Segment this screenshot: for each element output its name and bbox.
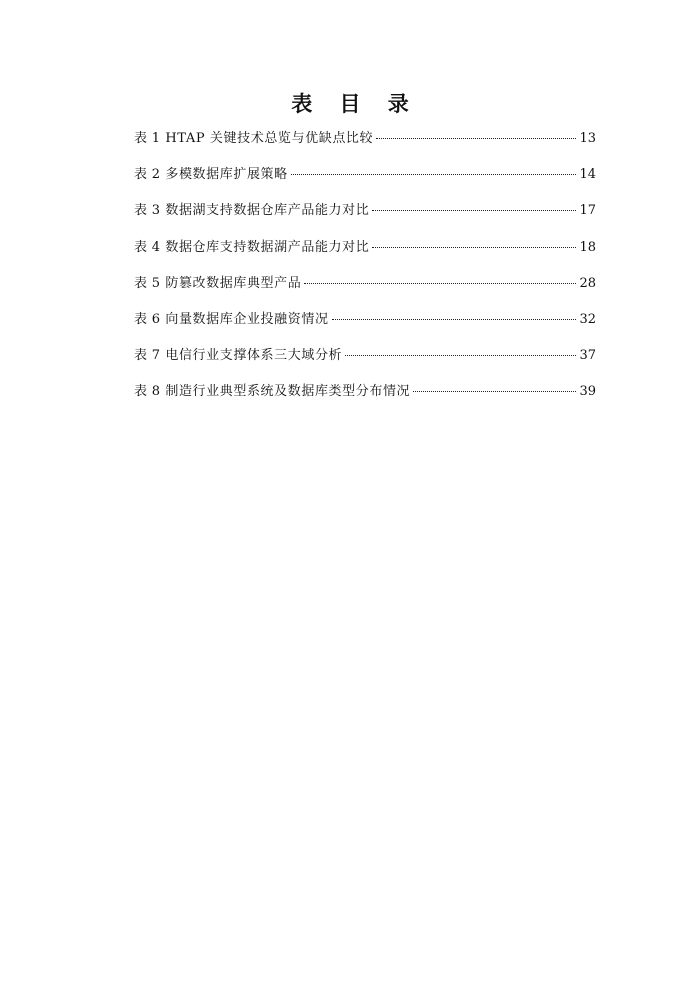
toc-entry-text: 1 HTAP 关键技术总览与优缺点比较 bbox=[151, 131, 374, 146]
toc-entry-label bbox=[134, 309, 329, 331]
toc-entry-page: 18 bbox=[579, 239, 596, 255]
toc-entry-label bbox=[134, 237, 369, 259]
toc-entry-page: 28 bbox=[579, 275, 596, 291]
toc-entry-prefix: 表 bbox=[134, 275, 148, 291]
toc-entry-page: 32 bbox=[579, 311, 596, 327]
toc-entry-prefix: 表 bbox=[134, 203, 148, 219]
toc-entry-prefix: 表 bbox=[134, 167, 148, 183]
toc-entry-label bbox=[134, 381, 410, 403]
toc-entry-prefix: 表 bbox=[134, 239, 148, 255]
toc-entry-prefix: 表 bbox=[134, 384, 148, 400]
toc-entry-label bbox=[134, 128, 373, 150]
toc-entry[interactable] bbox=[134, 200, 596, 236]
toc-entry[interactable] bbox=[134, 164, 596, 200]
toc-entry-label bbox=[134, 164, 288, 186]
toc-entry-text: 6 向量数据库企业投融资情况 bbox=[151, 311, 329, 327]
toc-entry[interactable] bbox=[134, 237, 596, 273]
dot-leader bbox=[372, 247, 576, 248]
toc-entry-page: 39 bbox=[579, 384, 596, 400]
toc-entry-text: 2 多模数据库扩展策略 bbox=[151, 167, 288, 183]
toc-entry-label bbox=[134, 200, 369, 222]
toc-entry-page: 37 bbox=[579, 348, 596, 364]
toc-entry-page: 14 bbox=[579, 167, 596, 183]
toc-entry-page: 13 bbox=[579, 131, 596, 146]
dot-leader bbox=[332, 319, 577, 320]
table-of-tables bbox=[134, 128, 596, 418]
toc-entry-prefix: 表 bbox=[134, 348, 148, 364]
dot-leader bbox=[372, 210, 576, 211]
toc-entry-text: 7 电信行业支撑体系三大域分析 bbox=[151, 348, 343, 364]
dot-leader bbox=[291, 174, 577, 175]
toc-entry[interactable] bbox=[134, 273, 596, 309]
toc-entry-label bbox=[134, 345, 342, 367]
toc-entry-text: 5 防篡改数据库典型产品 bbox=[151, 275, 302, 291]
toc-entry-text: 4 数据仓库支持数据湖产品能力对比 bbox=[151, 239, 370, 255]
toc-entry[interactable] bbox=[134, 345, 596, 381]
toc-entry[interactable] bbox=[134, 128, 596, 164]
toc-entry[interactable] bbox=[134, 309, 596, 345]
toc-entry-text: 3 数据湖支持数据仓库产品能力对比 bbox=[151, 203, 370, 219]
toc-title: 表 目 录 bbox=[291, 92, 419, 116]
toc-entry-prefix: 表 bbox=[134, 131, 148, 146]
toc-entry-page: 17 bbox=[579, 203, 596, 219]
toc-entry-label bbox=[134, 273, 301, 295]
toc-entry-prefix: 表 bbox=[134, 311, 148, 327]
toc-entry[interactable] bbox=[134, 381, 596, 417]
dot-leader bbox=[304, 283, 576, 284]
dot-leader bbox=[345, 355, 576, 356]
dot-leader bbox=[413, 391, 576, 392]
dot-leader bbox=[376, 138, 576, 139]
toc-entry-text: 8 制造行业典型系统及数据库类型分布情况 bbox=[151, 384, 411, 400]
